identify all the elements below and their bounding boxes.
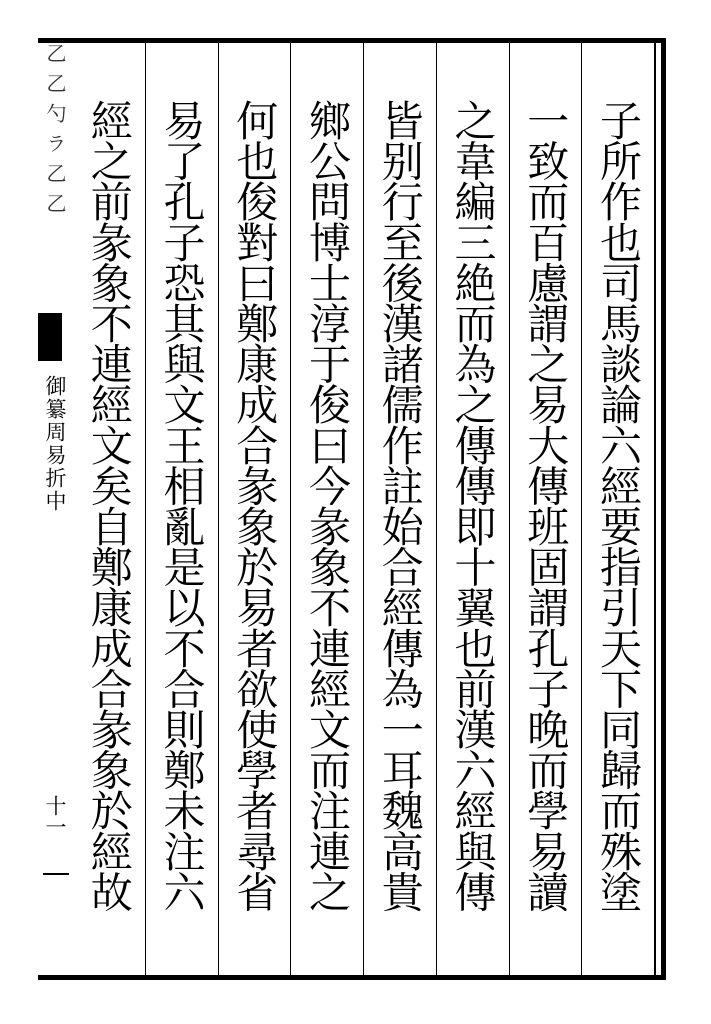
frame-inner-rule	[654, 38, 656, 980]
text-column-2: 一致而百慮謂之易大傳班固謂孔子晚而學易讀	[509, 43, 582, 975]
page-number-rule	[43, 873, 69, 875]
text-column-3: 之韋編三絶而為之傳傳即十翼也前漢六經與傳	[436, 43, 509, 975]
fishtail-mark	[38, 313, 62, 361]
text-column-1: 子所作也司馬談論六經要指引天下同歸而殊塗	[581, 43, 654, 975]
text-area	[72, 43, 654, 975]
gutter-top-text: 乙乙勺ラ乙乙	[43, 43, 67, 223]
book-title: 御纂周易折中	[43, 375, 67, 513]
page-number: 十一	[43, 795, 67, 837]
text-column-4: 皆别行至後漢諸儒作註始合經傳為一耳魏高貴	[363, 43, 436, 975]
text-column-8: 經之前彖象不連經文矣自鄭康成合彖象於經故	[84, 99, 134, 912]
text-column-5: 鄉公問博士淳于俊曰今彖象不連經文而注連之	[290, 43, 363, 975]
text-column-7: 易了孔子恐其與文王相亂是以不合則鄭未注六	[145, 43, 218, 975]
text-column-6: 何也俊對曰鄭康成合彖象於易者欲使學者尋省	[218, 43, 291, 975]
page-gutter	[38, 43, 70, 975]
